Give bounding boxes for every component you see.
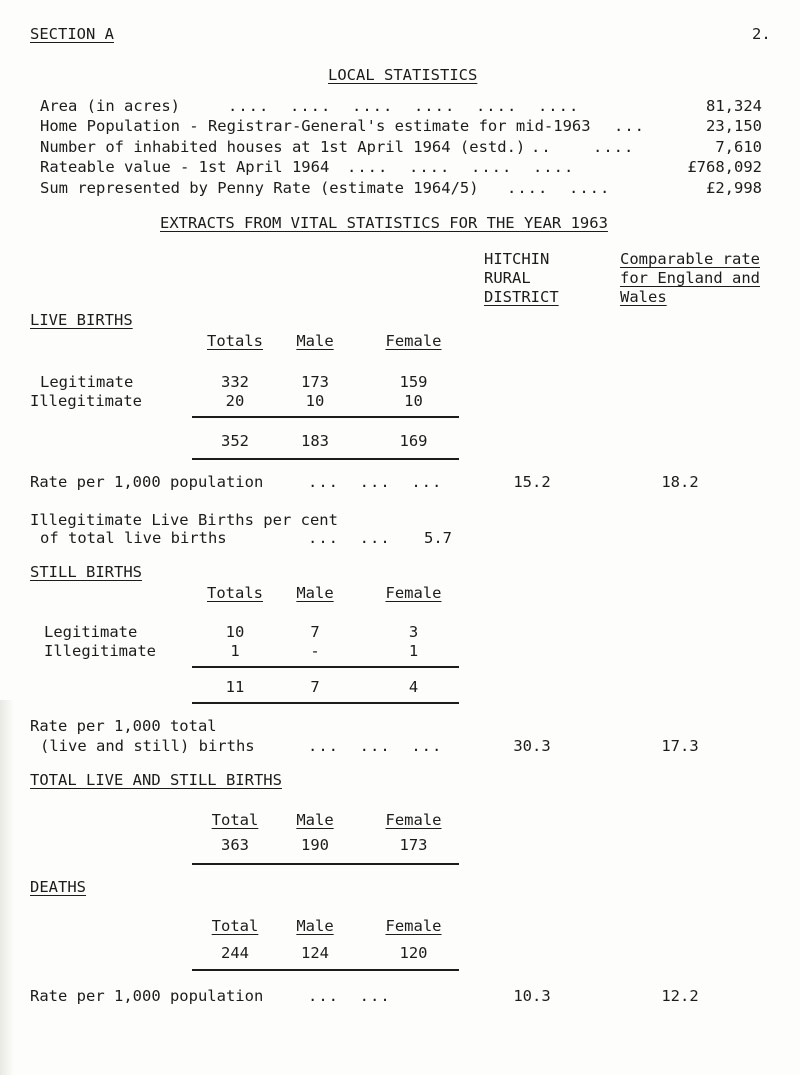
deaths-heading: DEATHS [30, 878, 86, 896]
still-births-heading: STILL BIRTHS [30, 563, 142, 581]
col-female: Female [385, 332, 442, 350]
comparable-header-line: Wales [620, 288, 667, 306]
death-rate-label: Rate per 1,000 population [30, 987, 264, 1005]
cell: 10 [305, 392, 325, 410]
col-male: Male [296, 917, 334, 935]
cell: 363 [221, 836, 249, 854]
district-header-line: RURAL [484, 269, 531, 287]
stat-leader: .. .... [531, 138, 635, 156]
stat-leader: .... .... .... .... [347, 158, 575, 176]
row-label-illegitimate: Illegitimate [30, 392, 142, 410]
total-births-heading: TOTAL LIVE AND STILL BIRTHS [30, 771, 282, 789]
page-number: 2. [752, 25, 771, 43]
illegitimate-percent-value: 5.7 [424, 529, 452, 547]
table-rule [192, 666, 459, 668]
stat-label-area: Area (in acres) [40, 97, 180, 115]
stat-value-houses: 7,610 [715, 138, 762, 156]
cell: - [310, 642, 320, 660]
cell: 1 [230, 642, 240, 660]
col-male: Male [296, 332, 334, 350]
col-male: Male [296, 584, 334, 602]
death-rate-england: 12.2 [661, 987, 699, 1005]
live-birth-rate-england: 18.2 [661, 473, 699, 491]
stat-leader: .... .... .... .... .... .... [228, 97, 580, 115]
col-female: Female [385, 917, 442, 935]
comparable-header-line: Comparable rate [620, 250, 760, 268]
total-cell: 4 [408, 678, 419, 696]
col-total: Total [211, 917, 259, 935]
leader-dots: ... ... [308, 529, 391, 547]
page-title: LOCAL STATISTICS [328, 66, 478, 84]
still-birth-rate-label: (live and still) births [40, 737, 255, 755]
total-cell: 11 [225, 678, 245, 696]
cell: 173 [399, 836, 428, 854]
still-birth-rate-district: 30.3 [513, 737, 551, 755]
illegitimate-percent-label: of total live births [40, 529, 227, 547]
cell: 244 [221, 944, 249, 962]
cell: 3 [408, 623, 419, 641]
comparable-header-line: for England and [620, 269, 760, 287]
still-birth-rate-label: Rate per 1,000 total [30, 717, 217, 735]
live-birth-rate-label: Rate per 1,000 population [30, 473, 264, 491]
illegitimate-percent-label: Illegitimate Live Births per cent [30, 511, 338, 529]
cell: 1 [408, 642, 419, 660]
cell: 120 [399, 944, 428, 962]
stat-label-population: Home Population - Registrar-General's estimate for mid-1963 [40, 117, 591, 135]
page-edge-shading [0, 700, 14, 1075]
cell: 173 [301, 373, 329, 391]
cell: 159 [399, 373, 428, 391]
table-rule [192, 969, 459, 971]
stat-leader: ... [614, 117, 645, 135]
stat-label-houses: Number of inhabited houses at 1st April 1964 (estd.) [40, 138, 526, 156]
total-cell: 352 [221, 432, 249, 450]
district-header-line: HITCHIN [484, 250, 550, 268]
cell: 10 [225, 623, 245, 641]
stat-label-rateable: Rateable value - 1st April 1964 [40, 158, 330, 176]
stat-value-penny-rate: £2,998 [706, 179, 762, 197]
cell: 332 [221, 373, 249, 391]
row-label-legitimate: Legitimate [40, 373, 134, 391]
col-male: Male [296, 811, 334, 829]
col-female: Female [385, 584, 442, 602]
total-cell: 183 [301, 432, 329, 450]
cell: 10 [404, 392, 423, 410]
row-label-illegitimate: Illegitimate [44, 642, 156, 660]
vital-stats-title: EXTRACTS FROM VITAL STATISTICS FOR THE YEAR 1963 [160, 214, 608, 232]
col-totals: Totals [207, 332, 263, 350]
cell: 124 [301, 944, 329, 962]
col-female: Female [385, 811, 442, 829]
leader-dots: ... ... ... [308, 473, 443, 491]
stat-label-penny-rate: Sum represented by Penny Rate (estimate 1964/5) [40, 179, 479, 197]
table-rule [192, 458, 459, 460]
stat-value-area: 81,324 [706, 97, 762, 115]
col-total: Total [211, 811, 259, 829]
death-rate-district: 10.3 [513, 987, 551, 1005]
district-header-line: DISTRICT [484, 288, 559, 306]
total-cell: 7 [310, 678, 320, 696]
stat-value-rateable: £768,092 [687, 158, 762, 176]
table-rule [192, 702, 459, 704]
cell: 190 [301, 836, 329, 854]
still-birth-rate-england: 17.3 [661, 737, 699, 755]
stat-leader: .... .... [507, 179, 611, 197]
leader-dots: ... ... [308, 987, 391, 1005]
stat-value-population: 23,150 [706, 117, 762, 135]
live-birth-rate-district: 15.2 [513, 473, 551, 491]
live-births-heading: LIVE BIRTHS [30, 311, 133, 329]
table-rule [192, 416, 459, 418]
total-cell: 169 [399, 432, 428, 450]
table-rule [192, 863, 459, 865]
cell: 20 [225, 392, 245, 410]
row-label-legitimate: Legitimate [44, 623, 138, 641]
col-totals: Totals [207, 584, 263, 602]
section-label: SECTION A [30, 25, 114, 43]
cell: 7 [310, 623, 320, 641]
leader-dots: ... ... ... [308, 737, 443, 755]
